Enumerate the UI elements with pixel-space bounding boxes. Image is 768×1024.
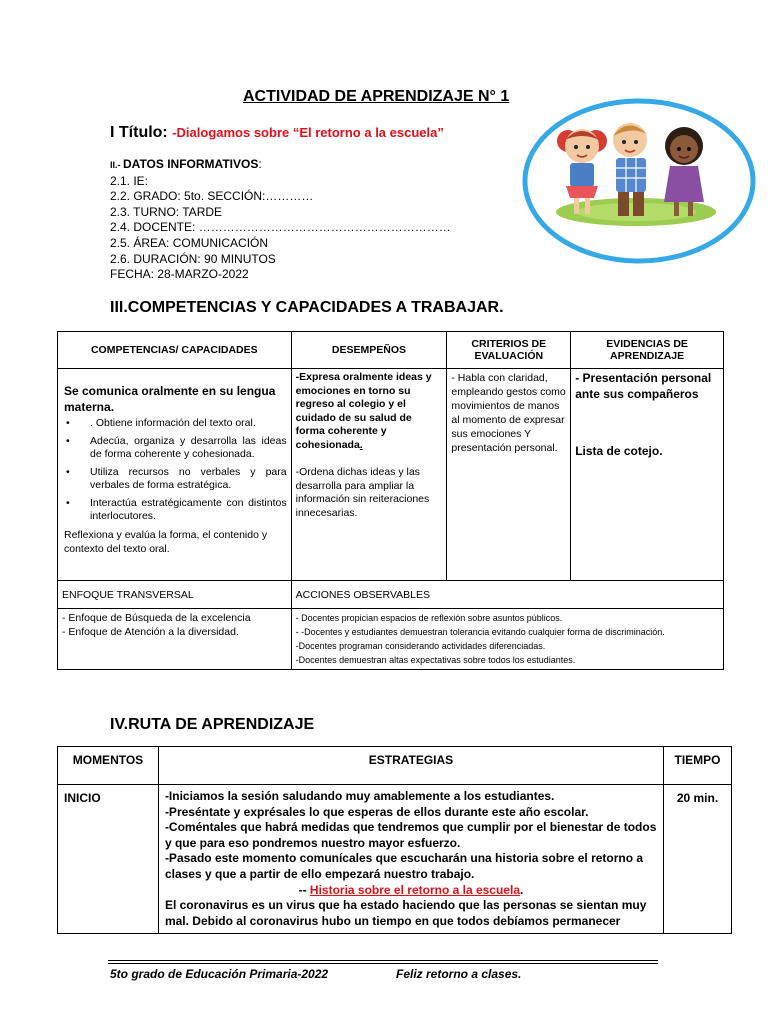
criterio-cell: - Habla con claridad, empleando gestos como movimientos de manos al momento de expresar sus emociones Y presentación personal. xyxy=(447,369,571,581)
capacidad-item: • Adecúa, organiza y desarrolla las ideas de forma coherente y cohesionada. xyxy=(90,435,287,462)
desempenos-cell xyxy=(291,369,447,581)
acciones-cell xyxy=(291,609,723,670)
capacidad-item: • . Obtiene información del texto oral. xyxy=(90,417,287,431)
estrategia-item: -Preséntate y exprésales lo que esperas de ellos durante este año escolar. xyxy=(164,804,589,819)
ruta-table xyxy=(57,746,732,934)
accion-item: -Docentes demuestran altas expectativas sobre todos los estudiantes. xyxy=(295,655,576,665)
titulo-value: -Dialogamos sobre “El retorno a la escuela” xyxy=(172,125,444,140)
footer-left: 5to grado de Educación Primaria-2022 xyxy=(110,967,329,981)
dato-line: FECHA: 28-MARZO-2022 xyxy=(110,267,249,282)
estrategias-cell xyxy=(158,785,663,934)
estrategia-item: -Coméntales que habrá medidas que tendremos que cumplir por el bienestar de todos y que para eso pondremos nuestro mayor esfuerzo. xyxy=(164,820,657,850)
children-illustration xyxy=(518,96,760,266)
col-header-evidencias: EVIDENCIAS DE APRENDIZAJE xyxy=(571,332,724,369)
desempeno-text: -Ordena dichas ideas y las desarrolla para ampliar la información sin reiteraciones innecesarias. xyxy=(295,466,430,519)
competencia-text: Se comunica oralmente en su lengua materna. xyxy=(64,384,276,414)
competencias-table xyxy=(57,331,724,670)
evidencias-cell xyxy=(571,369,724,581)
accion-item: -Docentes programan considerando actividades diferenciadas. xyxy=(295,641,546,651)
historia-parrafo: El coronavirus es un virus que ha estado haciendo que las personas se sientan muy mal. Debido al coronavirus hubo un tiempo en que todos debíamos permanecer xyxy=(164,898,647,928)
col-header-tiempo: TIEMPO xyxy=(664,747,732,785)
capacidad-item: • Utiliza recursos no verbales y para verbales de forma estratégica. xyxy=(90,466,287,493)
dato-line: 2.1. IE: xyxy=(110,173,149,188)
estrategia-item: -Iniciamos la sesión saludando muy amablemente a los estudiantes. xyxy=(164,789,555,803)
dato-line: 2.3. TURNO: TARDE xyxy=(110,204,223,219)
col-header-estrategias: ESTRATEGIAS xyxy=(158,747,663,785)
datos-informativos xyxy=(110,157,451,283)
tiempo-cell: 20 min. xyxy=(664,785,732,934)
col-header-momentos: MOMENTOS xyxy=(58,747,159,785)
footer-right: Feliz retorno a clases. xyxy=(396,967,522,981)
accion-item: - Docentes propician espacios de reflexión sobre asuntos públicos. xyxy=(295,613,563,623)
section4-heading: IV.RUTA DE APRENDIZAJE xyxy=(110,716,315,733)
enfoque-item: - Enfoque de Atención a la diversidad. xyxy=(62,626,239,638)
titulo-label: I Título: xyxy=(110,124,173,141)
enfoque-item: - Enfoque de Búsqueda de la excelencia xyxy=(62,612,251,624)
historia-link[interactable]: Historia sobre el retorno a la escuela xyxy=(309,882,520,897)
document-title: ACTIVIDAD DE APRENDIZAJE N° 1 xyxy=(243,88,510,105)
section3-heading: III.COMPETENCIAS Y CAPACIDADES A TRABAJAR. xyxy=(110,299,504,316)
evidencia-text: Lista de cotejo. xyxy=(575,444,663,458)
enfoques-cell xyxy=(58,609,292,670)
accion-item: - -Docentes y estudiantes demuestran tolerancia evitando cualquier forma de discriminación. xyxy=(295,627,665,637)
footer-divider xyxy=(108,963,658,964)
col-header-desempenos: DESEMPEÑOS xyxy=(291,332,447,369)
acciones-header: ACCIONES OBSERVABLES xyxy=(291,581,723,609)
col-header-competencias: COMPETENCIAS/ CAPACIDADES xyxy=(58,332,292,369)
footer-divider xyxy=(108,960,658,961)
competencias-cell xyxy=(58,369,292,581)
dato-line: 2.6. DURACIÓN: 90 MINUTOS xyxy=(110,251,276,266)
estrategia-item: -Pasado este momento comunícales que escucharán una historia sobre el retorno a clases y que a partir de ello empezará nuestro trabajo. xyxy=(164,851,644,881)
datos-heading: II.- DATOS INFORMATIVOS: xyxy=(110,157,262,171)
capacidad-item: • Interactúa estratégicamente con distintos interlocutores. xyxy=(90,497,287,524)
momento-cell: INICIO xyxy=(58,785,159,934)
enfoque-header: ENFOQUE TRANSVERSAL xyxy=(58,581,292,609)
evidencia-text: - Presentación personal ante sus compañeros xyxy=(575,371,712,401)
dato-line: 2.2. GRADO: 5to. SECCIÓN:………… xyxy=(110,189,314,204)
desempeno-text: -Expresa oralmente ideas y emociones en torno su regreso al colegio y el cuidado de su salud de forma coherente y cohesionada. xyxy=(295,371,432,451)
capacidad-final: Reflexiona y evalúa la forma, el contenido y contexto del texto oral. xyxy=(64,528,268,555)
dato-line: 2.5. ÁREA: COMUNICACIÓN xyxy=(110,235,269,250)
dato-line: 2.4. DOCENTE: ……………………………………………………… xyxy=(110,220,451,235)
titulo-line xyxy=(110,124,444,142)
col-header-criterios: CRITERIOS DE EVALUACIÓN xyxy=(447,332,571,369)
historia-line: -- Historia sobre el retorno a la escuela. xyxy=(298,882,524,897)
